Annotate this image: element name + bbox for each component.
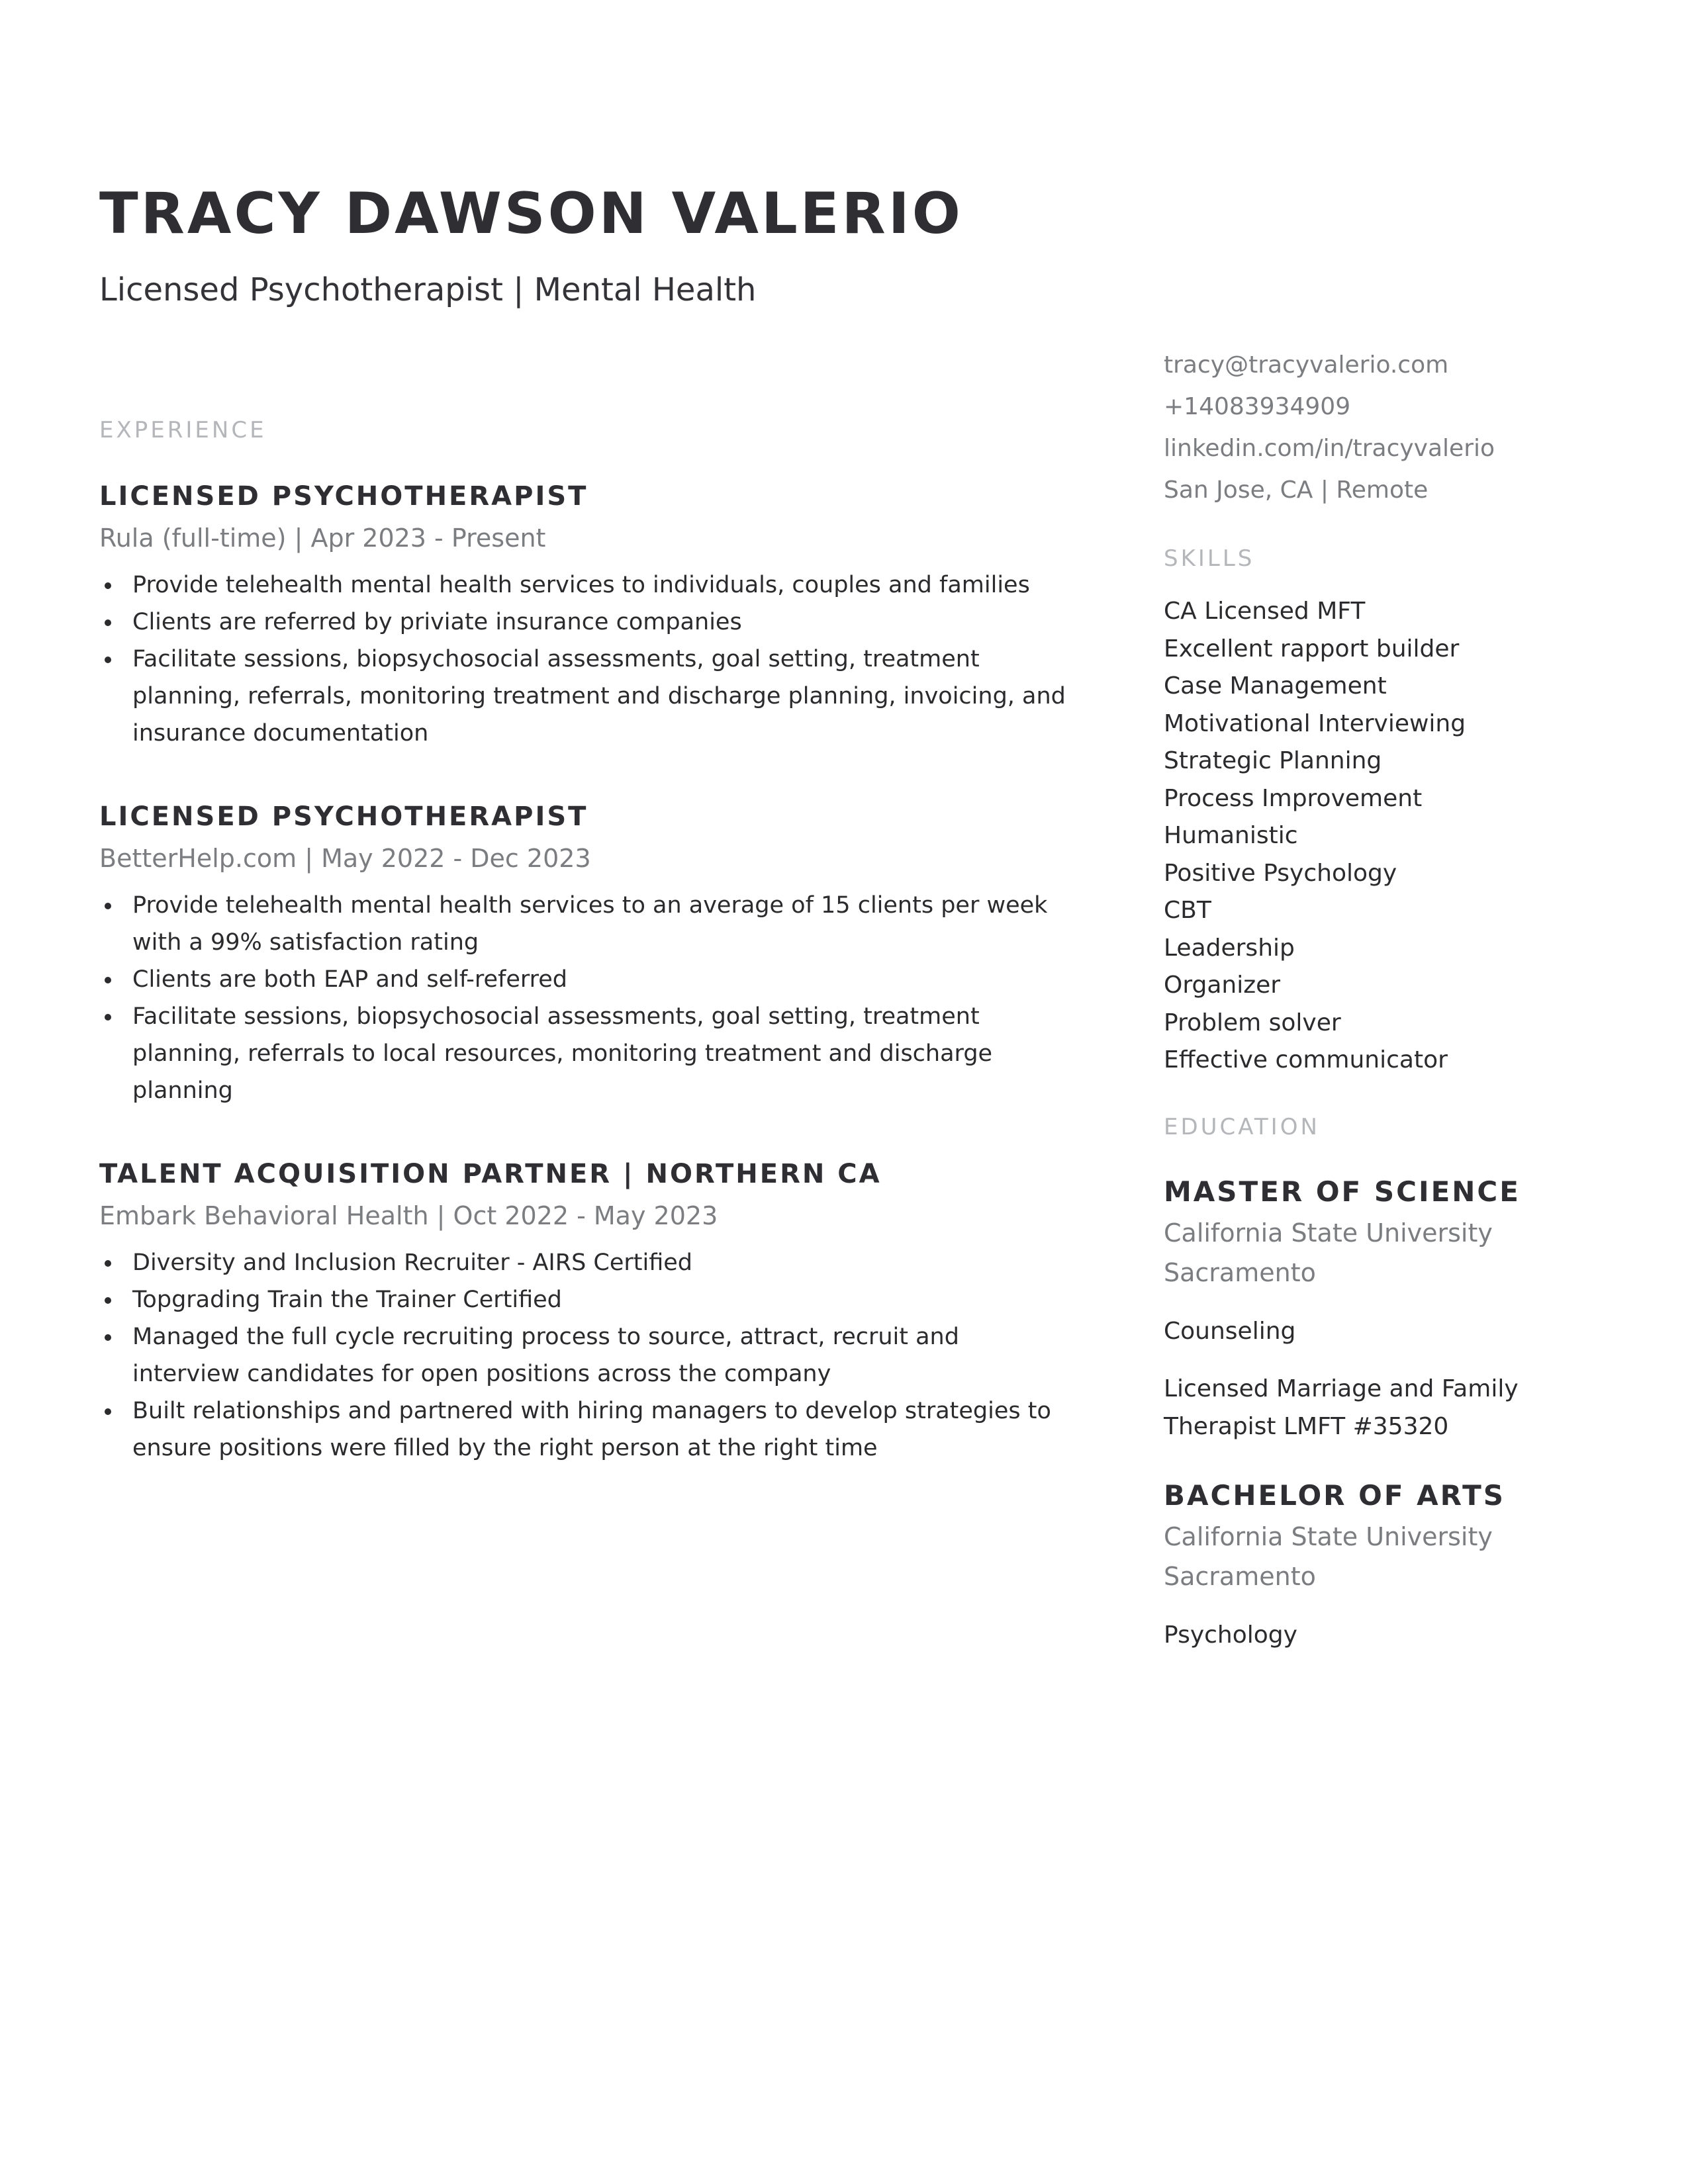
job-meta: Rula (full-time) | Apr 2023 - Present [99,523,546,553]
location-text: San Jose, CA | Remote [1164,477,1429,504]
job-title: LICENSED PSYCHOTHERAPIST [99,801,588,832]
degree-detail: Psychology [1164,1621,1297,1649]
contact-block [1164,344,1627,511]
skills-list [1164,593,1627,1079]
degree-entry [1164,1171,1627,1445]
skill-item: Organizer [1164,972,1281,999]
job-meta: Embark Behavioral Health | Oct 2022 - May 2023 [99,1201,718,1230]
linkedin-link[interactable]: linkedin.com/in/tracyvalerio [1164,435,1495,462]
phone-link[interactable]: +14083934909 [1164,393,1351,420]
job-meta: BetterHelp.com | May 2022 - Dec 2023 [99,844,591,873]
bullet-item: Built relationships and partnered with hiring managers to develop strategies to ensure positions were filled by the right person at the right time [99,1392,1072,1467]
bullet-item: Clients are referred by priviate insurance companies [99,604,1072,641]
skill-item: Effective communicator [1164,1046,1448,1073]
skill-item: Excellent rapport builder [1164,635,1460,662]
degree-detail: Licensed Marriage and Family Therapist LMFT #35320 [1164,1375,1519,1440]
bullet-item: Topgrading Train the Trainer Certified [99,1281,1072,1318]
bullet-item: Facilitate sessions, biopsychosocial assessments, goal setting, treatment planning, referrals to local resources, monitoring treatment and discharge planning [99,998,1072,1109]
bullet-item: Diversity and Inclusion Recruiter - AIRS Certified [99,1244,1072,1281]
job-entry [99,797,1072,1109]
bullet-item: Managed the full cycle recruiting process to source, attract, recruit and interview candidates for open positions across the company [99,1318,1072,1392]
degree-detail: Counseling [1164,1317,1296,1345]
skill-item: Humanistic [1164,822,1298,849]
page-subtitle: Licensed Psychotherapist | Mental Health [99,271,757,308]
job-bullets [99,1244,1072,1467]
job-bullets [99,887,1072,1109]
bullet-item: Provide telehealth mental health services to individuals, couples and families [99,567,1072,604]
experience-column [99,410,1072,1467]
degree-title: BACHELOR OF ARTS [1164,1479,1505,1512]
skill-item: Motivational Interviewing [1164,709,1466,737]
job-bullets [99,567,1072,752]
bullet-item: Facilitate sessions, biopsychosocial assessments, goal setting, treatment planning, referrals, monitoring treatment and discharge planning, invoicing, and insurance documentation [99,641,1072,752]
skill-item: Leadership [1164,934,1295,962]
skill-item: CA Licensed MFT [1164,598,1366,625]
job-title: TALENT ACQUISITION PARTNER | NORTHERN CA [99,1159,882,1189]
job-entry [99,1154,1072,1467]
bullet-item: Clients are both EAP and self-referred [99,961,1072,998]
bullet-item: Provide telehealth mental health services to an average of 15 clients per week with a 99% satisfaction rating [99,887,1072,961]
skill-item: Case Management [1164,672,1387,700]
skill-item: CBT [1164,897,1211,924]
skill-item: Strategic Planning [1164,747,1382,774]
job-entry [99,477,1072,752]
email-link[interactable]: tracy@tracyvalerio.com [1164,351,1449,379]
skill-item: Positive Psychology [1164,859,1397,887]
degree-title: MASTER OF SCIENCE [1164,1175,1521,1208]
skill-item: Problem solver [1164,1009,1341,1036]
experience-heading: EXPERIENCE [99,417,267,443]
degree-school: California State University Sacramento [1164,1218,1493,1287]
degree-school: California State University Sacramento [1164,1522,1493,1591]
education-heading: EDUCATION [1164,1113,1320,1140]
job-title: LICENSED PSYCHOTHERAPIST [99,481,588,512]
degree-entry [1164,1475,1627,1654]
sidebar-column [1164,344,1627,1654]
skill-item: Process Improvement [1164,784,1423,812]
skills-heading: SKILLS [1164,545,1255,572]
page-title: TRACY DAWSON VALERIO [99,181,963,247]
